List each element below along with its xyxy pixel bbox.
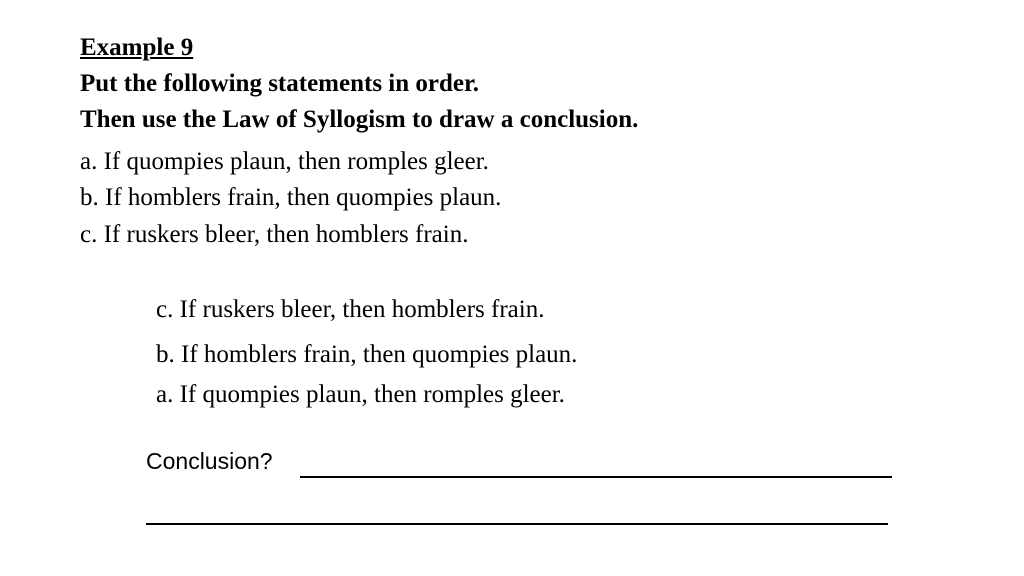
conclusion-blank-line-1 (300, 476, 892, 478)
ordered-statement-1: c. If ruskers bleer, then homblers frain. (156, 296, 545, 323)
given-statement-a: a. If quompies plaun, then romples gleer. (80, 148, 489, 175)
conclusion-blank-line-2 (146, 523, 888, 525)
ordered-statement-3: a. If quompies plaun, then romples gleer. (156, 381, 565, 408)
given-statement-b: b. If homblers frain, then quompies plaun. (80, 184, 502, 211)
example-heading: Example 9 (80, 34, 194, 61)
instruction-order: Put the following statements in order. (80, 70, 480, 97)
given-statement-c: c. If ruskers bleer, then homblers frain. (80, 221, 469, 248)
instruction-syllogism: Then use the Law of Syllogism to draw a conclusion. (80, 106, 639, 133)
conclusion-label: Conclusion? (146, 448, 273, 474)
ordered-statement-2: b. If homblers frain, then quompies plaun. (156, 341, 578, 368)
